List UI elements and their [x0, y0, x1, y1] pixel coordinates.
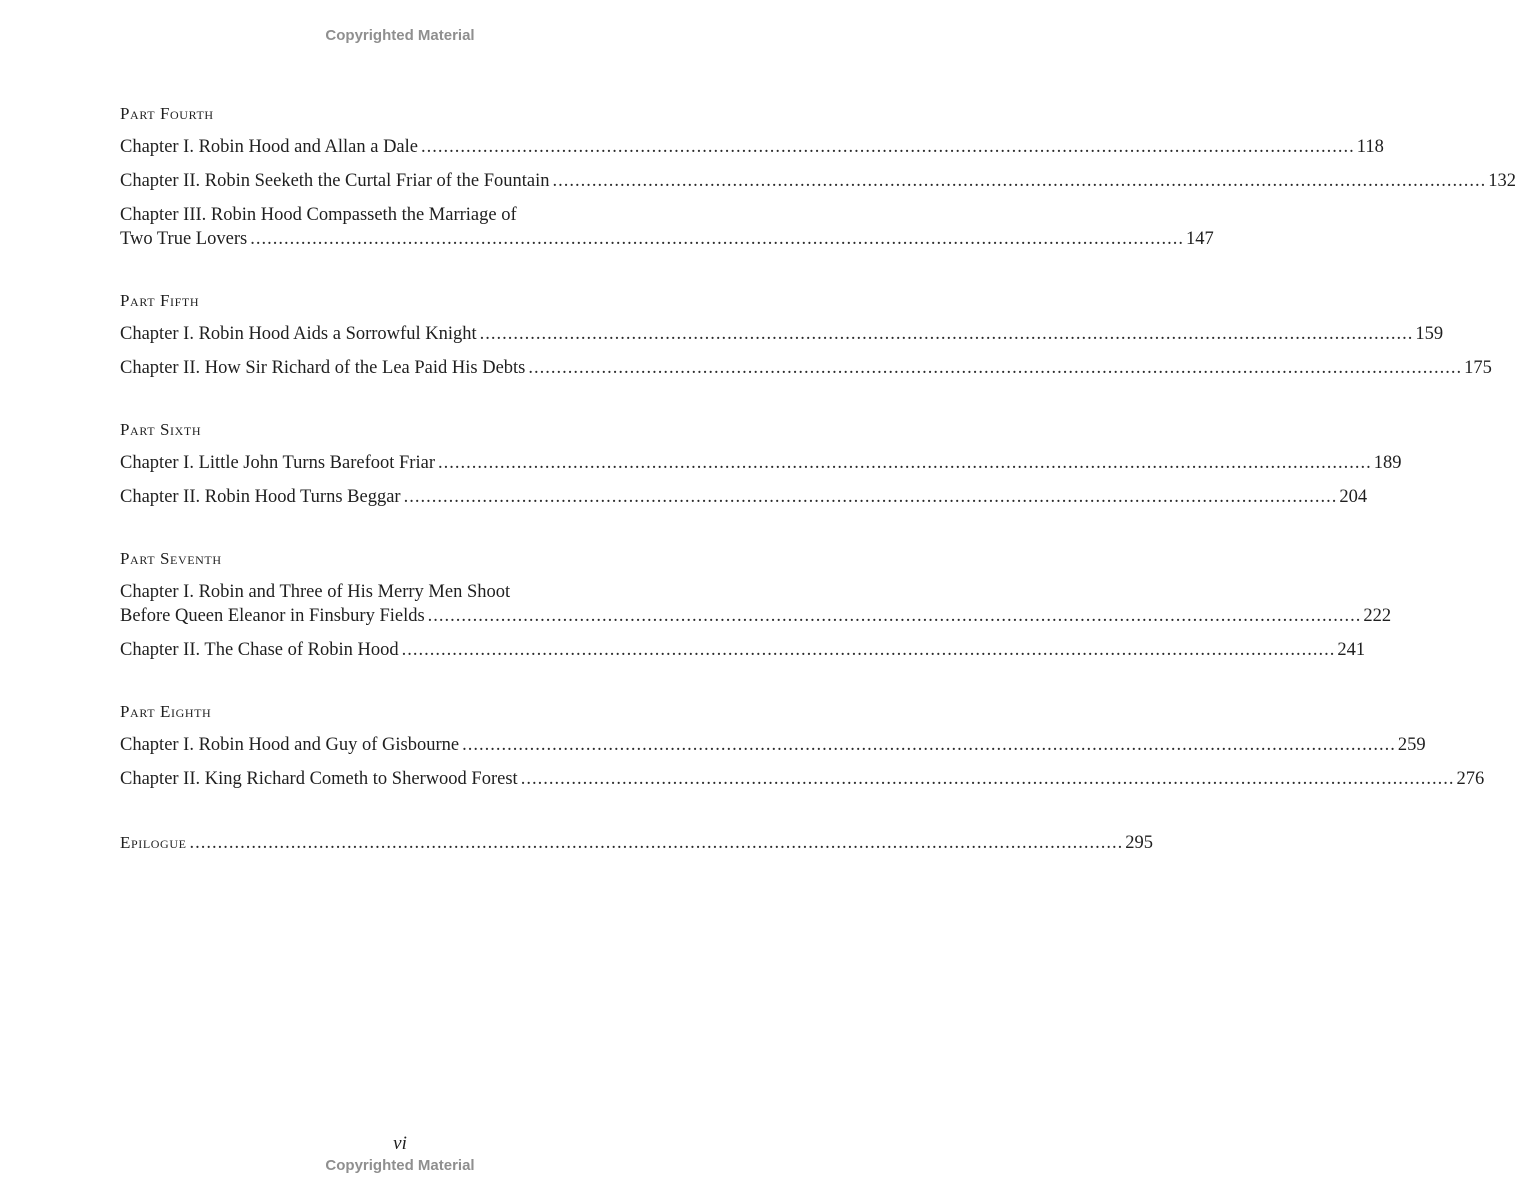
page-ref: 132: [1488, 171, 1516, 191]
part-title: Part Eighth: [120, 702, 212, 721]
toc-entry: Chapter I. Little John Turns Barefoot Friar ...................................................................................................................................................................... 189: [120, 453, 1402, 473]
chapter-title: Chapter I. Little John Turns Barefoot Friar: [120, 453, 435, 473]
page-ref: 222: [1363, 606, 1392, 626]
toc-part: [120, 420, 1402, 509]
page-ref: 204: [1339, 487, 1368, 507]
toc-part: [120, 104, 1516, 251]
chapter-title: Chapter II. Robin Hood Turns Beggar: [120, 487, 401, 507]
part-title: Part Fifth: [120, 291, 200, 310]
toc-entry: Chapter I. Robin Hood and Allan a Dale ...................................................................................................................................................................... 118: [120, 137, 1384, 157]
chapter-title-line: Chapter III. Robin Hood Compasseth the Marriage of: [120, 205, 517, 225]
part-title: Part Seventh: [120, 549, 222, 568]
page-ref: 175: [1464, 358, 1492, 378]
toc-entry: Chapter I. Robin Hood and Guy of Gisbourne ...................................................................................................................................................................... 259: [120, 735, 1426, 755]
toc-entry: Chapter II. The Chase of Robin Hood ...................................................................................................................................................................... 241: [120, 640, 1366, 660]
epilogue-title: Epilogue: [120, 833, 187, 852]
chapter-title: Chapter II. The Chase of Robin Hood: [120, 640, 399, 660]
page-ref: 189: [1373, 453, 1402, 473]
page-ref: 259: [1397, 735, 1426, 755]
part-title: Part Sixth: [120, 420, 202, 439]
toc-entry: Chapter II. Robin Hood Turns Beggar ...................................................................................................................................................................... 204: [120, 487, 1368, 507]
page-ref: 147: [1185, 229, 1214, 249]
chapter-title-line: Before Queen Eleanor in Finsbury Fields: [120, 606, 425, 626]
page-number: vi: [393, 1133, 407, 1154]
chapter-title: Chapter II. Robin Seeketh the Curtal Friar of the Fountain: [120, 171, 550, 191]
watermark-top: Copyrighted Material: [325, 27, 475, 44]
toc-entry: Chapter II. How Sir Richard of the Lea Paid His Debts ...................................................................................................................................................................... 175: [120, 358, 1492, 378]
chapter-title-line: Two True Lovers: [120, 229, 248, 249]
toc-entry: Chapter II. King Richard Cometh to Sherwood Forest ...................................................................................................................................................................... 276: [120, 769, 1485, 789]
toc-entry: Chapter II. Robin Seeketh the Curtal Friar of the Fountain ...................................................................................................................................................................... 132: [120, 171, 1516, 191]
part-title: Part Fourth: [120, 104, 214, 123]
page-ref: 241: [1337, 640, 1366, 660]
chapter-title-line: Chapter I. Robin and Three of His Merry Men Shoot: [120, 582, 511, 602]
chapter-title: Chapter I. Robin Hood and Allan a Dale: [120, 137, 418, 157]
chapter-title: Chapter I. Robin Hood and Guy of Gisbourne: [120, 735, 460, 755]
page-ref: 276: [1456, 769, 1485, 789]
toc-epilogue: Epilogue ...................................................................................................................................................................... 295: [120, 833, 1154, 853]
page-ref: 118: [1356, 137, 1384, 157]
page-ref: 295: [1125, 833, 1154, 853]
toc-entry: Chapter I. Robin Hood Aids a Sorrowful Knight ...................................................................................................................................................................... 159: [120, 324, 1444, 344]
page-ref: 159: [1415, 324, 1444, 344]
toc-part: [120, 702, 1485, 791]
chapter-title: Chapter I. Robin Hood Aids a Sorrowful Knight: [120, 324, 477, 344]
chapter-title: Chapter II. King Richard Cometh to Sherwood Forest: [120, 769, 518, 789]
watermark-bottom: Copyrighted Material: [325, 1157, 475, 1174]
toc-entry: Chapter III. Robin Hood Compasseth the Marriage of Two True Lovers ...................................................................................................................................................................... 147: [120, 205, 1214, 249]
toc-part: [120, 549, 1392, 662]
table-of-contents: [120, 104, 1516, 865]
chapter-title: Chapter II. How Sir Richard of the Lea Paid His Debts: [120, 358, 526, 378]
toc-entry: Chapter I. Robin and Three of His Merry Men Shoot Before Queen Eleanor in Finsbury Fields ...................................................................................................................................................................... 222: [120, 582, 1392, 626]
toc-part: [120, 291, 1492, 380]
